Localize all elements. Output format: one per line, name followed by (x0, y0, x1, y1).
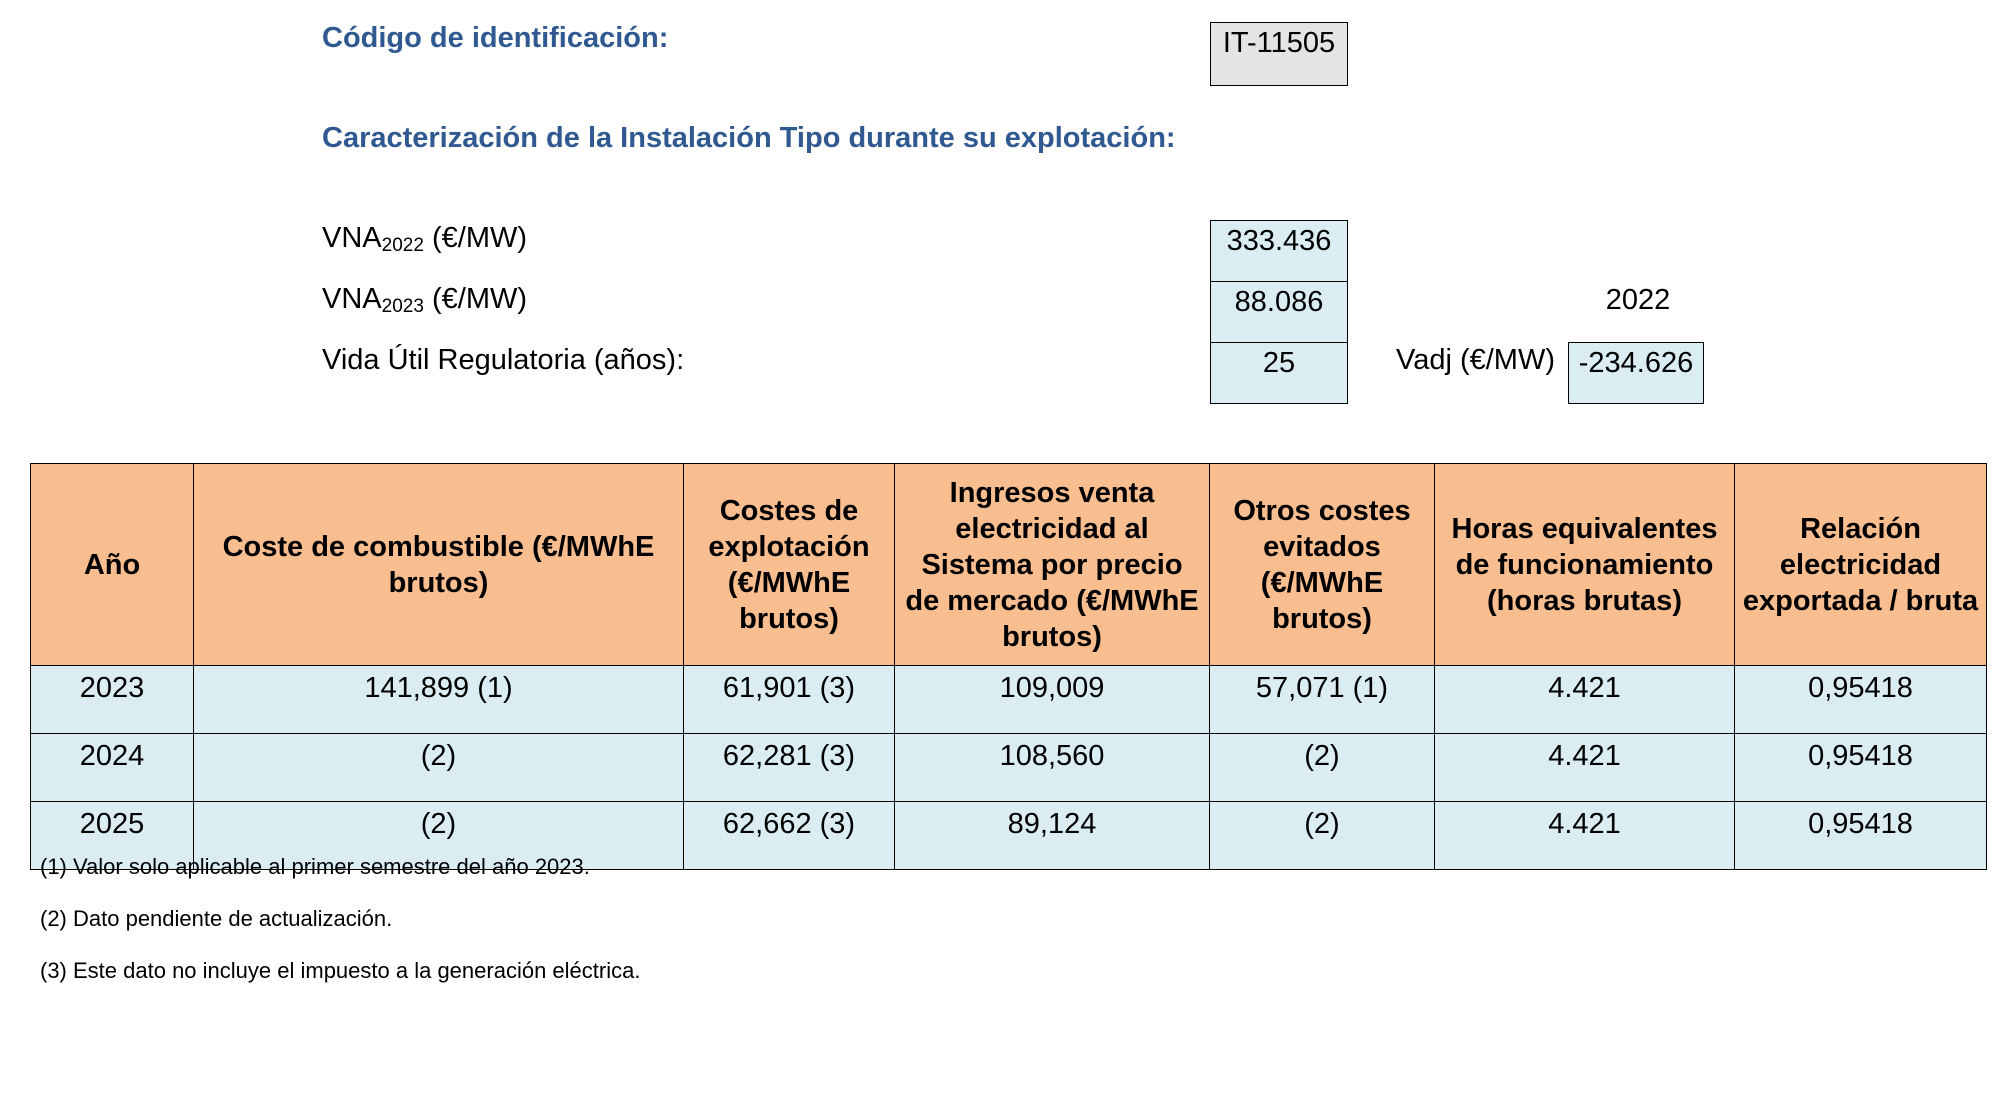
col-header-ano: Año (31, 464, 194, 666)
table-cell: 4.421 (1435, 666, 1735, 734)
footnote-1: (1) Valor solo aplicable al primer semestre del año 2023. (40, 854, 590, 879)
table-cell: 62,662 (3) (684, 802, 895, 870)
vna2022-label: $VNA_{2022}$ (€/MW) (322, 222, 528, 256)
vadj-label: Vadj (€/MW) (1396, 344, 1555, 376)
table-cell: 89,124 (895, 802, 1210, 870)
table-cell: (2) (194, 802, 684, 870)
table-cell: 0,95418 (1735, 666, 1987, 734)
table-cell: 2024 (31, 734, 194, 802)
table-cell: 4.421 (1435, 802, 1735, 870)
table-cell: 0,95418 (1735, 734, 1987, 802)
vida-util-label: Vida Útil Regulatoria (años): (322, 344, 685, 376)
col-header-relacion-electricidad: Relación electricidad exportada / bruta (1735, 464, 1987, 666)
table-cell: 141,899 (1) (194, 666, 684, 734)
col-header-horas-equivalentes: Horas equivalentes de funcionamiento (horas brutas) (1435, 464, 1735, 666)
col-header-costes-explotacion: Costes de explotación (€/MWhE brutos) (684, 464, 895, 666)
footnote-2: (2) Dato pendiente de actualización. (40, 906, 393, 931)
vna2022-value: 333.436 (1210, 220, 1348, 282)
table-cell: 2025 (31, 802, 194, 870)
id-value-box: IT-11505 (1210, 22, 1348, 86)
col-header-coste-combustible: Coste de combustible (€/MWhE brutos) (194, 464, 684, 666)
vna2023-label: $VNA_{2023}$ (€/MW) (322, 283, 528, 317)
table-row (31, 666, 1987, 734)
vna2023-value: 88.086 (1210, 281, 1348, 343)
header-row (31, 464, 1987, 666)
year-label: 2022 (1605, 284, 1671, 316)
data-table (30, 463, 1987, 870)
col-header-otros-costes: Otros costes evitados (€/MWhE brutos) (1210, 464, 1435, 666)
table-cell: (2) (1210, 802, 1435, 870)
table-cell: 108,560 (895, 734, 1210, 802)
vida-util-value: 25 (1210, 342, 1348, 404)
col-header-ingresos-venta: Ingresos venta electricidad al Sistema por precio de mercado (€/MWhE brutos) (895, 464, 1210, 666)
section-title: Caracterización de la Instalación Tipo durante su explotación: (322, 122, 1176, 154)
table-cell: 0,95418 (1735, 802, 1987, 870)
table-cell: 62,281 (3) (684, 734, 895, 802)
table-cell: 109,009 (895, 666, 1210, 734)
table-cell: 2023 (31, 666, 194, 734)
vadj-value: -234.626 (1568, 342, 1704, 404)
id-label: Código de identificación: (322, 22, 669, 54)
table-row (31, 734, 1987, 802)
table-cell: (2) (194, 734, 684, 802)
footnote-3: (3) Este dato no incluye el impuesto a la generación eléctrica. (40, 958, 641, 983)
table-cell: 57,071 (1) (1210, 666, 1435, 734)
table-cell: 61,901 (3) (684, 666, 895, 734)
table-cell: 4.421 (1435, 734, 1735, 802)
table-cell: (2) (1210, 734, 1435, 802)
